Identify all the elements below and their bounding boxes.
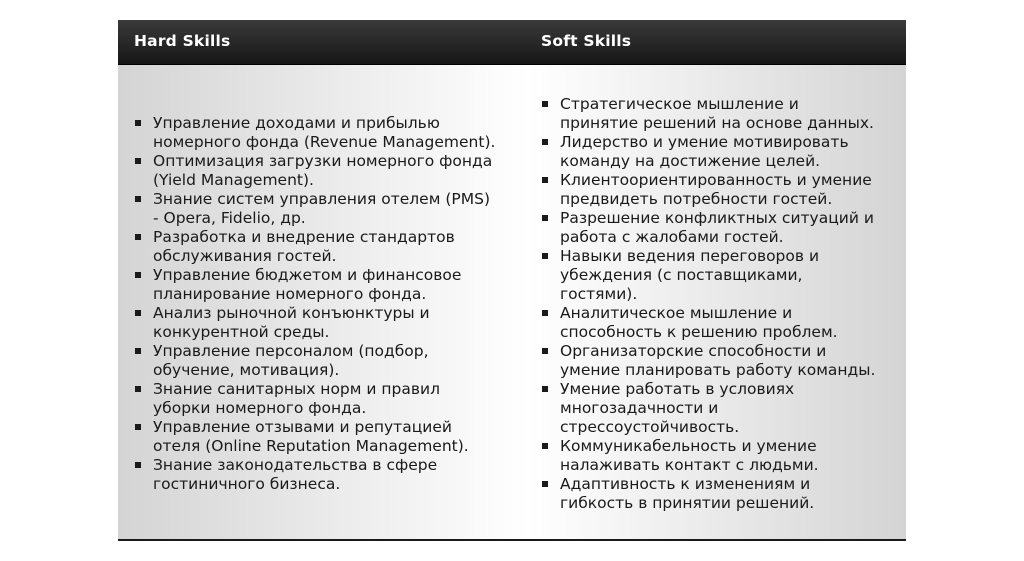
list-item-text: Разрешение конфликтных ситуаций и <box>560 209 874 227</box>
list-item-text: Разработка и внедрение стандартов <box>153 228 455 246</box>
soft-skill-item <box>541 342 901 380</box>
list-item-text: Умение работать в условиях <box>560 380 795 398</box>
soft-skill-item <box>541 437 901 475</box>
soft-skill-item <box>541 95 901 133</box>
hard-skill-item <box>134 342 524 380</box>
bullet-icon <box>135 424 141 430</box>
list-item-text: уборки номерного фонда. <box>153 399 367 417</box>
list-item-text: Организаторские способности и <box>560 342 827 360</box>
list-item-text: гибкость в принятии решений. <box>560 494 815 512</box>
hard-skill-item <box>134 266 524 304</box>
soft-skill-item <box>541 247 901 304</box>
list-item-text: - Opera, Fidelio, др. <box>153 209 306 227</box>
list-item-text: предвидеть потребности гостей. <box>560 190 833 208</box>
skills-table <box>118 20 906 541</box>
list-item-text: планирование номерного фонда. <box>153 285 427 303</box>
list-item-text: Оптимизация загрузки номерного фонда <box>153 152 493 170</box>
list-item-text: гостями). <box>560 285 638 303</box>
bullet-icon <box>135 272 141 278</box>
list-item-text: налаживать контакт с людьми. <box>560 456 819 474</box>
bullet-icon <box>135 196 141 202</box>
bullet-icon <box>135 120 141 126</box>
list-item-text: команду на достижение целей. <box>560 152 821 170</box>
list-item-text: способность к решению проблем. <box>560 323 838 341</box>
hard-skill-item <box>134 114 524 152</box>
table-header <box>118 20 906 65</box>
bullet-icon <box>135 310 141 316</box>
bullet-icon <box>135 158 141 164</box>
bullet-icon <box>542 310 548 316</box>
list-item-text: обучение, мотивация). <box>153 361 340 379</box>
list-item-text: принятие решений на основе данных. <box>560 114 874 132</box>
soft-skills-heading: Soft Skills <box>541 32 632 50</box>
hard-skill-item <box>134 380 524 418</box>
list-item-text: стрессоустойчивость. <box>560 418 740 436</box>
list-item-text: (Yield Management). <box>153 171 314 189</box>
soft-skill-item <box>541 133 901 171</box>
bullet-icon <box>135 234 141 240</box>
soft-skills-list <box>541 95 901 513</box>
bullet-icon <box>135 386 141 392</box>
bullet-icon <box>542 177 548 183</box>
hard-skill-item <box>134 304 524 342</box>
list-item-text: Знание санитарных норм и правил <box>153 380 440 398</box>
table-body <box>118 65 906 539</box>
bullet-icon <box>542 215 548 221</box>
list-item-text: работа с жалобами гостей. <box>560 228 784 246</box>
soft-skill-item <box>541 380 901 437</box>
hard-skill-item <box>134 418 524 456</box>
bullet-icon <box>542 386 548 392</box>
hard-skill-item <box>134 152 524 190</box>
list-item-text: Управление отзывами и репутацией <box>153 418 452 436</box>
list-item-text: Навыки ведения переговоров и <box>560 247 820 265</box>
list-item-text: Знание систем управления отелем (PMS) <box>153 190 490 208</box>
list-item-text: многозадачности и <box>560 399 719 417</box>
bullet-icon <box>542 253 548 259</box>
list-item-text: Управление бюджетом и финансовое <box>153 266 462 284</box>
list-item-text: конкурентной среды. <box>153 323 330 341</box>
list-item-text: Знание законодательства в сфере <box>153 456 438 474</box>
hard-skills-heading: Hard Skills <box>134 32 231 50</box>
soft-skill-item <box>541 209 901 247</box>
list-item-text: обслуживания гостей. <box>153 247 337 265</box>
bullet-icon <box>135 462 141 468</box>
list-item-text: убеждения (с поставщиками, <box>560 266 803 284</box>
hard-skills-list <box>134 114 524 494</box>
list-item-text: Лидерство и умение мотивировать <box>560 133 849 151</box>
list-item-text: отеля (Online Reputation Management). <box>153 437 469 455</box>
bullet-icon <box>542 348 548 354</box>
list-item-text: Управление доходами и прибылью <box>153 114 440 132</box>
list-item-text: Адаптивность к изменениям и <box>560 475 811 493</box>
hard-skill-item <box>134 456 524 494</box>
bullet-icon <box>542 101 548 107</box>
hard-skill-item <box>134 228 524 266</box>
list-item-text: Стратегическое мышление и <box>560 95 799 113</box>
list-item-text: номерного фонда (Revenue Management). <box>153 133 496 151</box>
list-item-text: Аналитическое мышление и <box>560 304 793 322</box>
list-item-text: Анализ рыночной конъюнктуры и <box>153 304 430 322</box>
hard-skill-item <box>134 190 524 228</box>
bullet-icon <box>135 348 141 354</box>
bullet-icon <box>542 139 548 145</box>
soft-skill-item <box>541 304 901 342</box>
soft-skill-item <box>541 171 901 209</box>
list-item-text: Управление персоналом (подбор, <box>153 342 429 360</box>
list-item-text: Клиентоориентированность и умение <box>560 171 872 189</box>
list-item-text: умение планировать работу команды. <box>560 361 876 379</box>
bullet-icon <box>542 443 548 449</box>
list-item-text: Коммуникабельность и умение <box>560 437 817 455</box>
list-item-text: гостиничного бизнеса. <box>153 475 341 493</box>
bullet-icon <box>542 481 548 487</box>
soft-skill-item <box>541 475 901 513</box>
